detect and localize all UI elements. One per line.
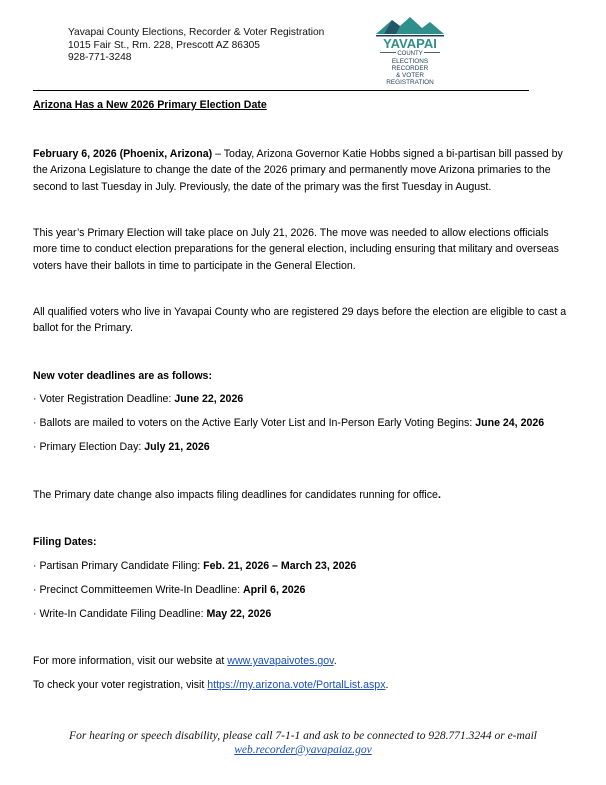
header-address-block <box>68 27 324 65</box>
mountain-logo-icon <box>372 14 458 86</box>
filing-item: · Precinct Committeemen Write-In Deadline: April 6, 2026 <box>33 584 306 596</box>
header-divider <box>33 90 529 91</box>
paragraph-eligibility: All qualified voters who live in Yavapai County who are registered 29 days before the election are eligible to cast a ballot for the Primary. <box>33 306 567 335</box>
filing-dates-heading: Filing Dates: <box>33 536 97 548</box>
street-address: 1015 Fair St., Rm. 228, Prescott AZ 86305 <box>68 39 260 51</box>
logo-line-4: REGISTRATION <box>386 79 434 86</box>
org-name: Yavapai County Elections, Recorder & Voter Registration <box>68 27 325 38</box>
check-registration-line: To check your voter registration, visit https://my.arizona.vote/PortalList.aspx. <box>33 679 389 691</box>
logo-line-3: & VOTER <box>395 72 425 79</box>
more-info-line: For more information, visit our website at www.yavapaivotes.gov. <box>33 655 337 667</box>
deadline-item: · Ballots are mailed to voters on the Active Early Voter List and In-Person Early Voting Begins: June 24, 2026 <box>33 417 545 429</box>
paragraph-announcement <box>33 146 573 195</box>
voter-deadlines-heading: New voter deadlines are as follows: <box>33 370 212 382</box>
accessibility-footer <box>0 729 606 757</box>
email-link[interactable]: web.recorder@yavapaiaz.gov <box>234 744 372 756</box>
announcement-text: – Today, Arizona Governor Katie Hobbs signed a bi-partisan bill passed by the Arizona Legislature to change the date of the 2026 primary and permanently move Arizona primaries to the second to last Tuesday in July. Previously, the date of the primary was the first Tuesday in August. <box>33 148 563 193</box>
voter-portal-link[interactable]: https://my.arizona.vote/PortalList.aspx <box>207 679 386 691</box>
filing-impact-note: The Primary date change also impacts filing deadlines for candidates running for office. <box>33 489 441 501</box>
logo-line-2: RECORDER <box>391 65 429 72</box>
deadline-item: · Voter Registration Deadline: June 22, 2026 <box>33 393 244 405</box>
website-link[interactable]: www.yavapaivotes.gov <box>227 655 334 667</box>
filing-item: · Write-In Candidate Filing Deadline: May 22, 2026 <box>33 608 272 620</box>
footer-text: For hearing or speech disability, please call 7-1-1 and ask to be connected to 928.771.3244 or e-mail <box>69 730 537 742</box>
yavapai-elections-logo <box>372 14 458 86</box>
paragraph-primary-date: This year’s Primary Election will take place on July 21, 2026. The move was needed to allow elections officials more time to conduct election preparations for the general election, including ensuring that military and overseas voters have their ballots in time to participate in the General Election. <box>33 227 559 272</box>
dateline: February 6, 2026 (Phoenix, Arizona) <box>33 148 213 160</box>
filing-item: · Partisan Primary Candidate Filing: Feb. 21, 2026 – March 23, 2026 <box>33 560 357 572</box>
phone-number: 928-771-3248 <box>68 52 132 63</box>
logo-line-1: ELECTIONS <box>391 58 429 65</box>
logo-county: COUNTY <box>397 51 423 57</box>
logo-name: YAVAPAI <box>383 36 437 51</box>
press-release-headline: Arizona Has a New 2026 Primary Election Date <box>33 99 267 111</box>
deadline-item: · Primary Election Day: July 21, 2026 <box>33 441 210 453</box>
